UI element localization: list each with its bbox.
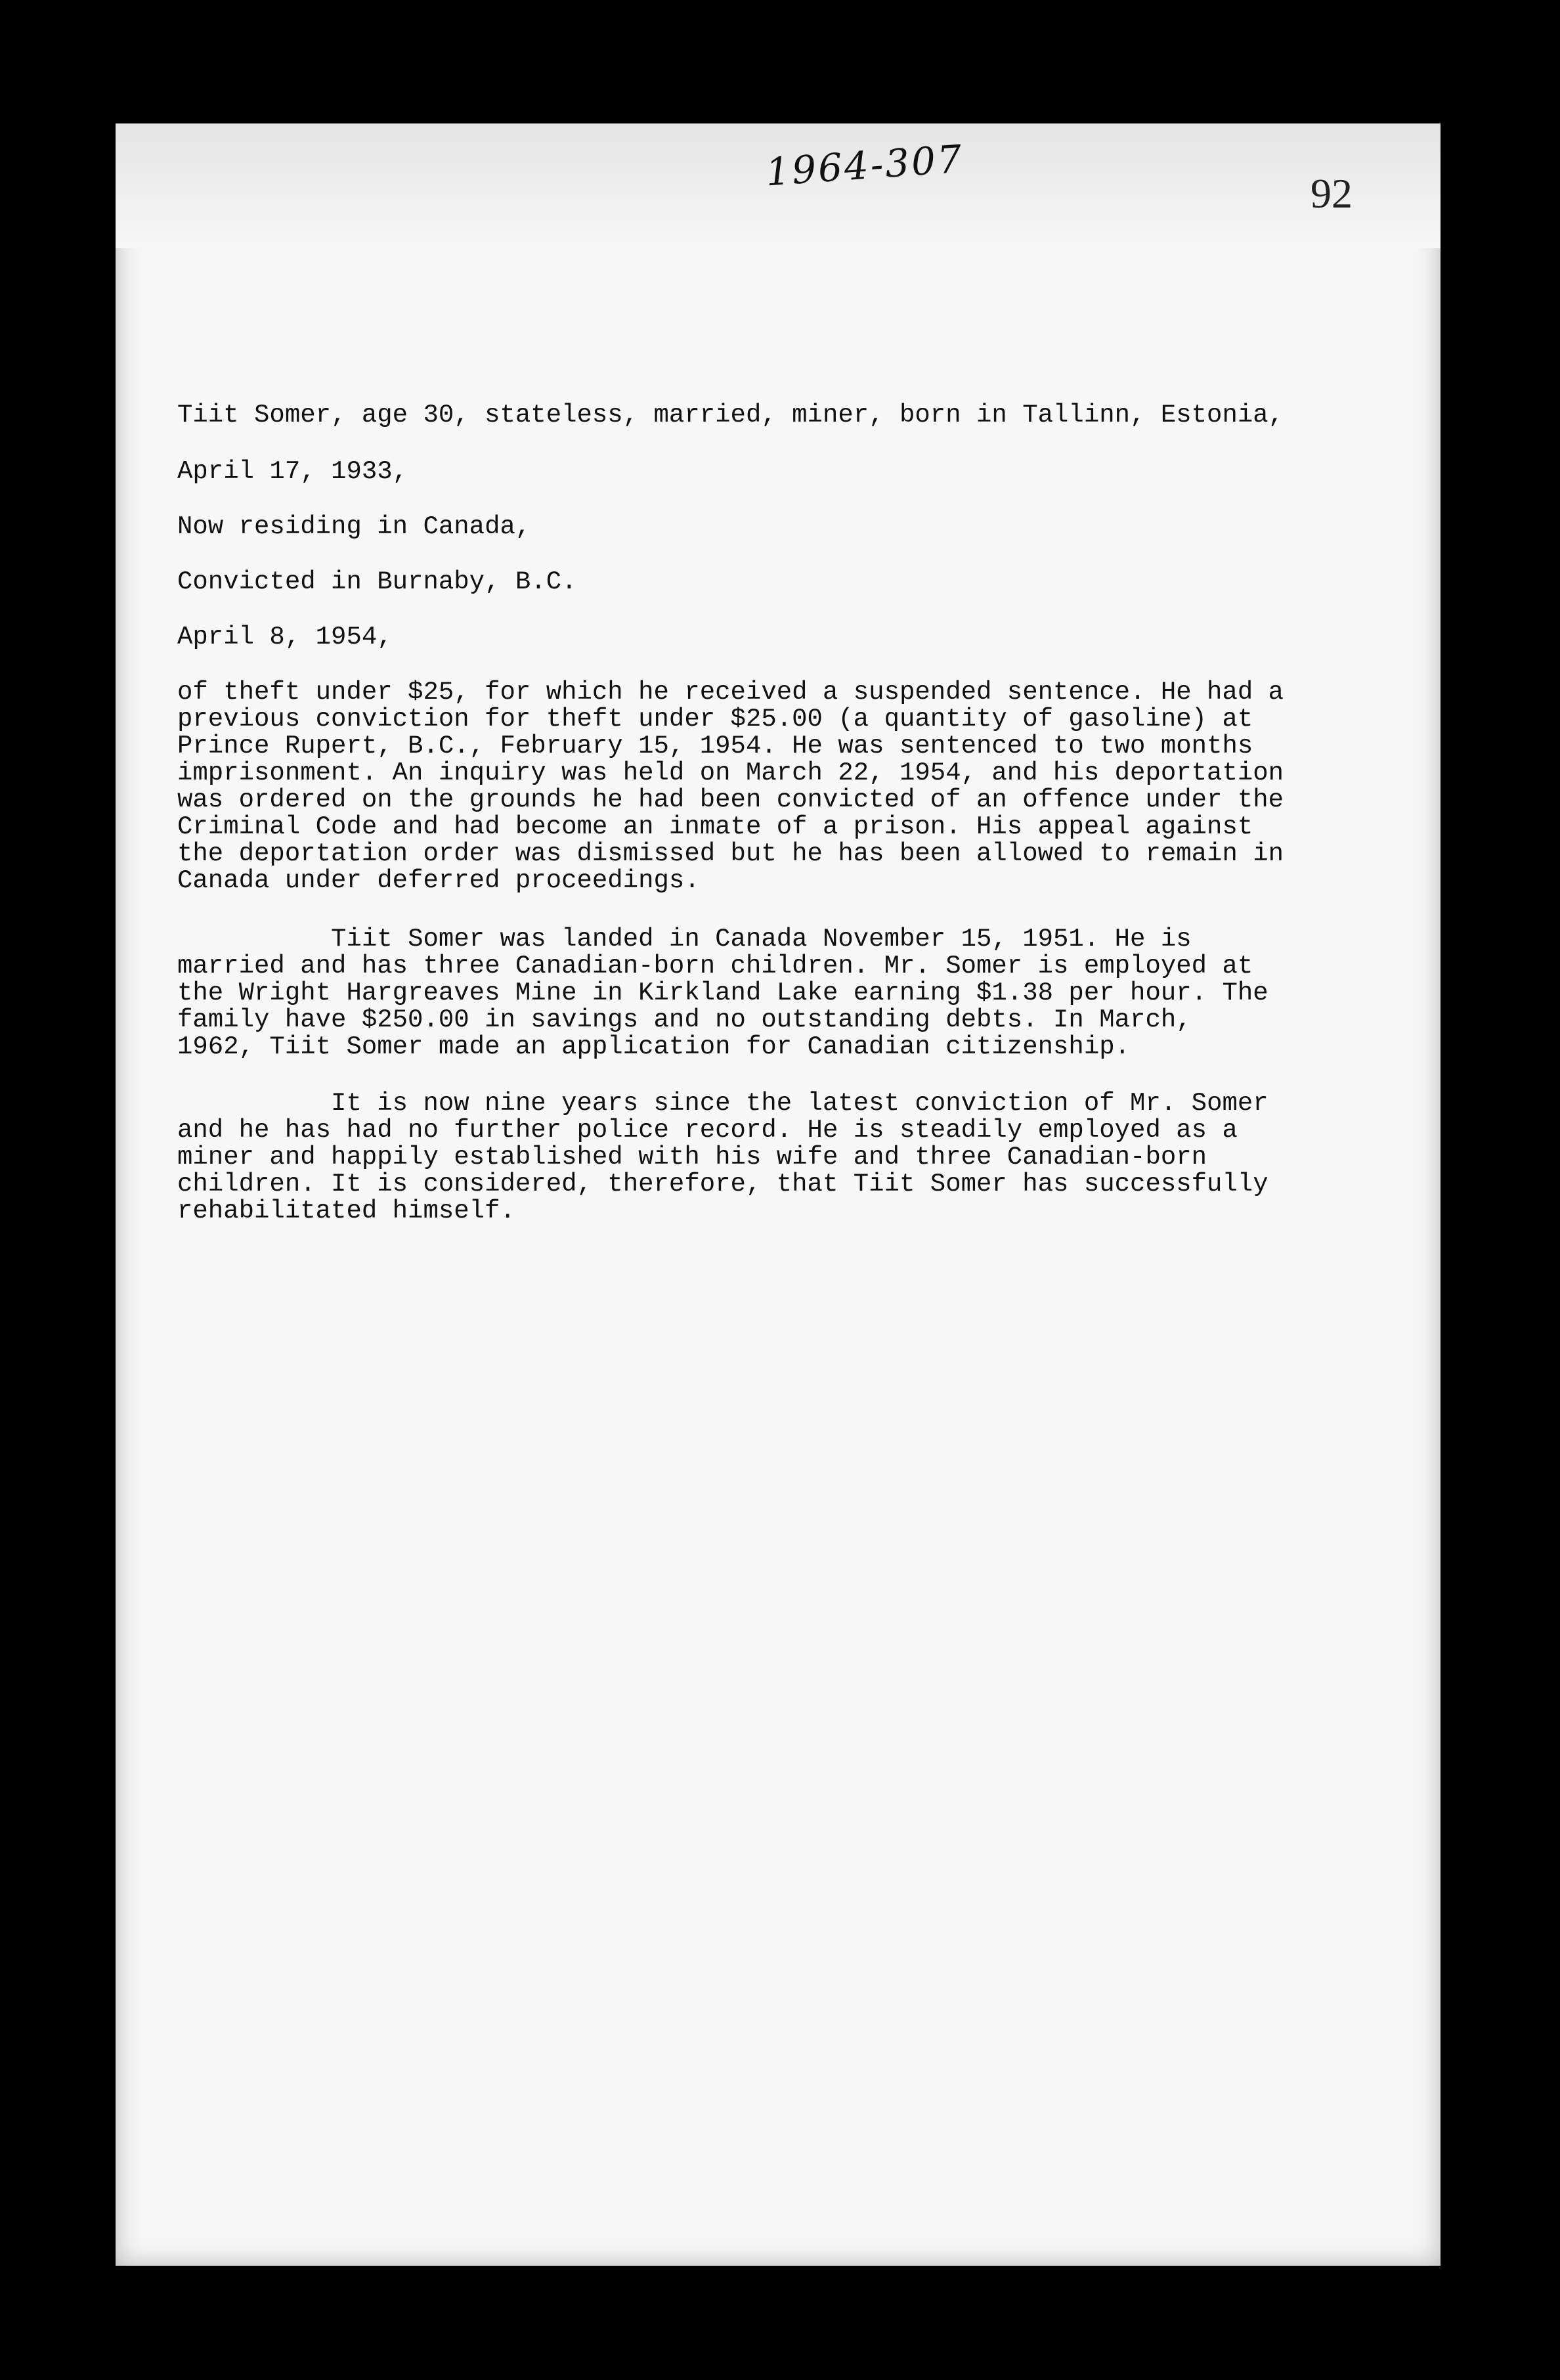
- header-line-conviction-place: Convicted in Burnaby, B.C.: [177, 567, 577, 596]
- header-line-subject: Tiit Somer, age 30, stateless, married, miner, born in Tallinn, Estonia,: [177, 401, 1284, 430]
- header-line-birthdate: April 17, 1933,: [177, 457, 408, 486]
- paragraph-rehabilitation: It is now nine years since the latest conviction of Mr. Somer and he has had no further police record. He is steadily employed as a miner and happily established with his wife and three Canadian-born children. It is considered, therefore, that Tiit Somer has successfully rehabilitated himself.: [177, 1089, 1268, 1225]
- paragraph-conviction-details: of theft under $25, for which he received a suspended sentence. He had a previous conviction for theft under $25.00 (a quantity of gasoline) at Prince Rupert, B.C., February 15, 1954. He was sentenced to two months imprisonment. An inquiry was held on March 22, 1954, and his deportation was ordered on the grounds he had been convicted of an offence under the Criminal Code and had become an inmate of a prison. His appeal against the deportation order was dismissed but he has been allowed to remain in Canada under deferred proceedings.: [177, 678, 1284, 895]
- paragraph-landing-employment: Tiit Somer was landed in Canada November 15, 1951. He is married and has three Canadian-born children. Mr. Somer is employed at the Wright Hargreaves Mine in Kirkland Lake earning $1.38 per hour. The family have $250.00 in savings and no outstanding debts. In March, 1962, Tiit Somer made an application for Canadian citizenship.: [177, 925, 1268, 1061]
- header-line-conviction-date: April 8, 1954,: [177, 623, 393, 651]
- header-line-residence: Now residing in Canada,: [177, 512, 531, 541]
- handwritten-file-reference: 1964-307: [764, 136, 965, 195]
- page-number: 92: [1311, 170, 1353, 217]
